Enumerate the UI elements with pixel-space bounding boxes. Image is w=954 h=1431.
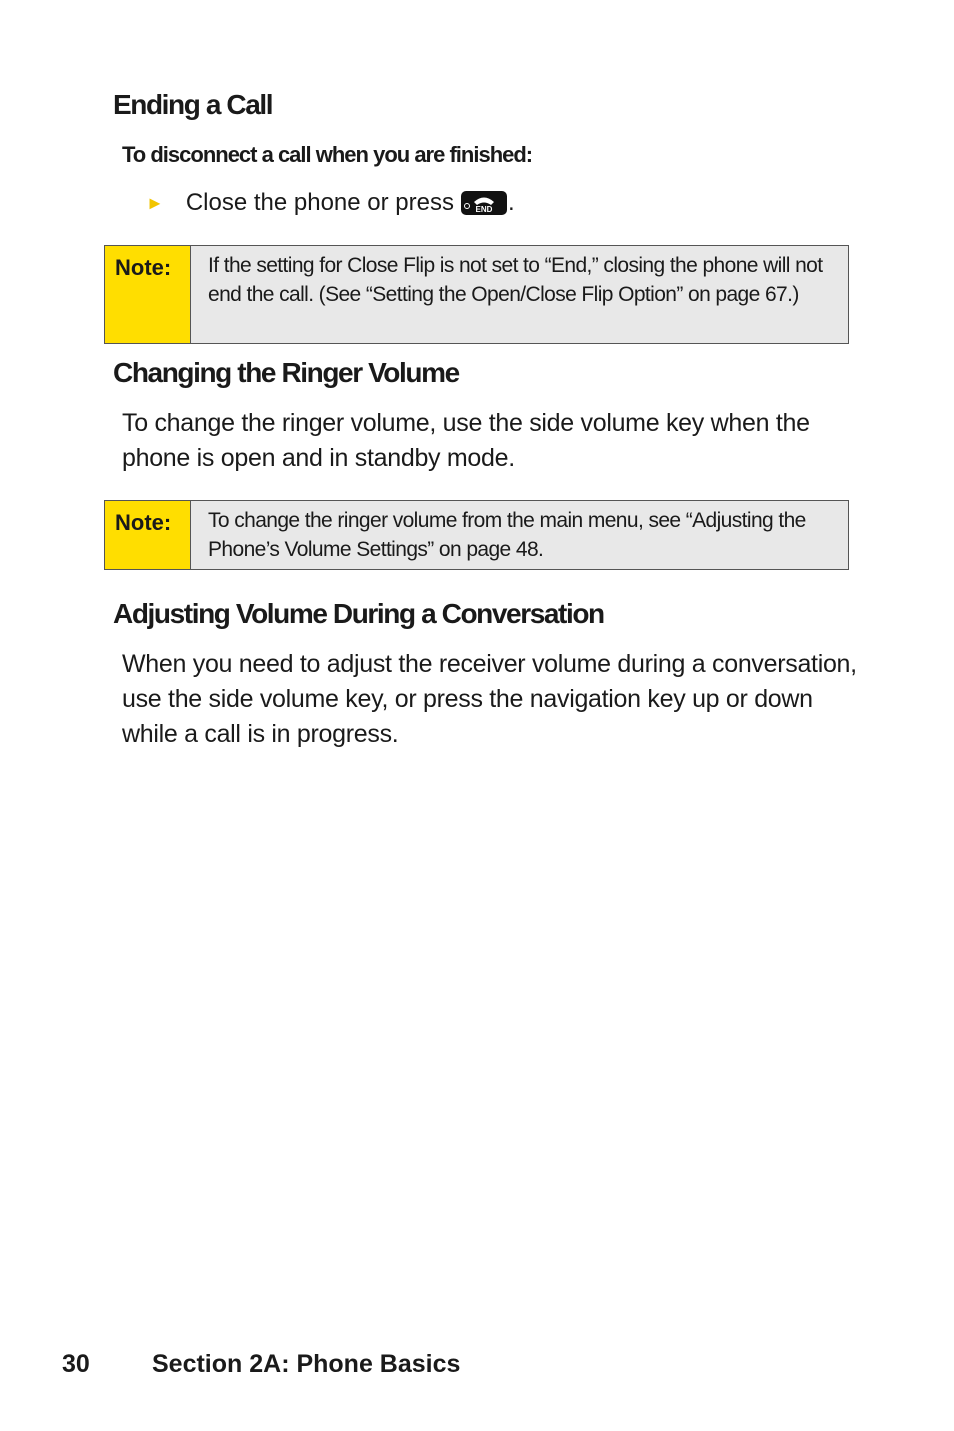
- end-key-icon: [460, 190, 508, 216]
- step-suffix: .: [508, 189, 515, 216]
- end-key-label: END: [475, 205, 493, 214]
- note-text: To change the ringer volume from the main menu, see “Adjusting the Phone’s Volume Settings” on page 48.: [191, 501, 848, 569]
- heading-changing-ringer-volume: Changing the Ringer Volume: [113, 357, 459, 388]
- subheading-disconnect: To disconnect a call when you are finished:: [122, 142, 533, 167]
- note-close-flip: [104, 245, 849, 344]
- footer-section-title: Section 2A: Phone Basics: [152, 1350, 461, 1378]
- page-number: 30: [62, 1350, 90, 1378]
- note-label: Note:: [105, 501, 191, 569]
- heading-adjusting-volume-conversation: Adjusting Volume During a Conversation: [113, 598, 604, 629]
- body-adjust-volume: When you need to adjust the receiver volume during a conversation, use the side volume key, or press the navigation key up or down while a call is in progress.: [122, 650, 857, 748]
- body-ringer-volume: To change the ringer volume, use the side volume key when the phone is open and in standby mode.: [122, 409, 810, 472]
- bullet-arrow-icon: ►: [146, 193, 164, 213]
- heading-ending-a-call: Ending a Call: [113, 89, 273, 120]
- step-text: Close the phone or press: [185, 189, 454, 216]
- note-ringer-menu: [104, 500, 849, 570]
- note-text: If the setting for Close Flip is not set to “End,” closing the phone will not end the call. (See “Setting the Open/Close Flip Option” on page 67.): [191, 246, 848, 343]
- step-close-phone: [146, 190, 515, 216]
- note-label: Note:: [105, 246, 191, 343]
